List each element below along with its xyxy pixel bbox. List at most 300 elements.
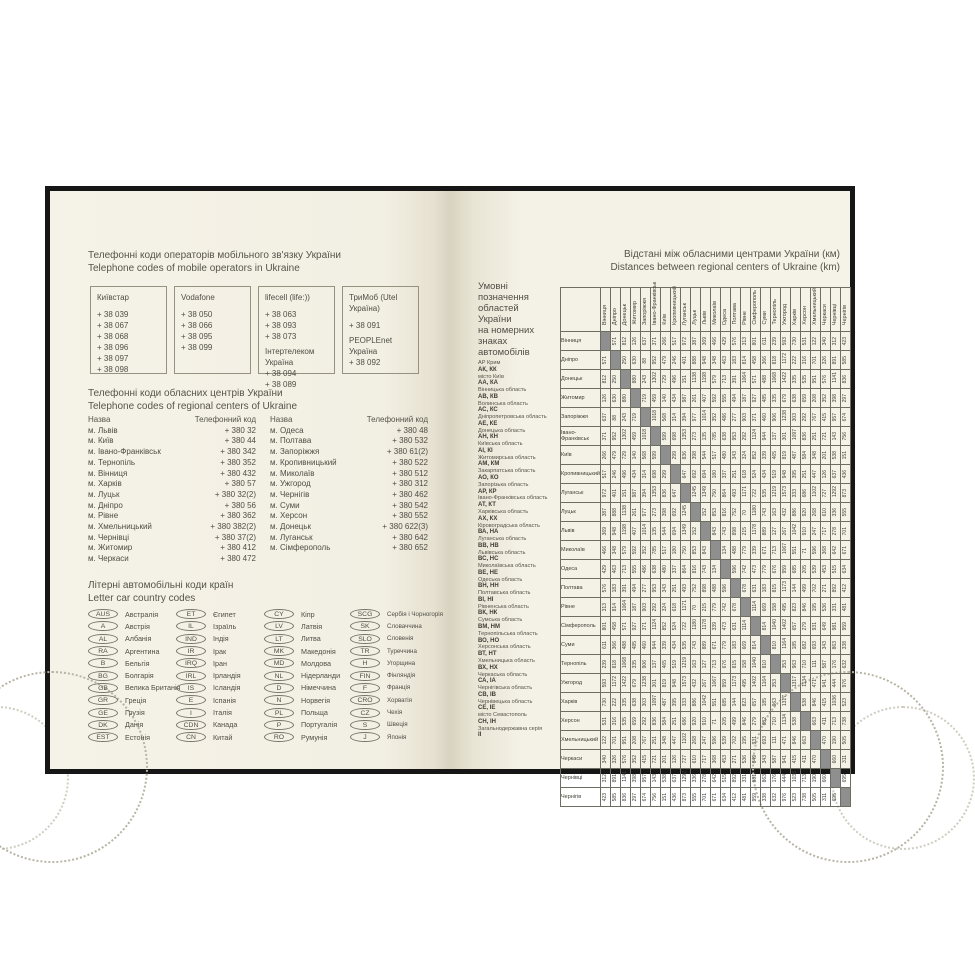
legend-region-name: Вінницька область: [478, 387, 527, 394]
distance-cell: [610, 560, 620, 579]
distance-value: 277: [641, 583, 648, 592]
operator-code: + 38 050: [181, 310, 213, 319]
distance-value: 948: [781, 469, 788, 478]
distance-cell: [830, 427, 840, 446]
car-code-oval: N: [264, 695, 294, 705]
distance-cell: [680, 712, 690, 731]
distance-value: 371: [651, 336, 658, 345]
distance-row-header: Одеса: [561, 560, 601, 579]
distance-row-header: Миколаїв: [561, 541, 601, 560]
distance-value: 941: [821, 678, 828, 687]
distance-value: 1245: [681, 504, 688, 516]
distance-value: 1124: [651, 619, 658, 630]
legend-entry: [478, 726, 570, 740]
distance-cell: [630, 655, 640, 674]
distance-row: [561, 617, 851, 636]
car-code-oval: E: [176, 695, 206, 705]
distance-value: 519: [771, 469, 778, 478]
distance-value: 486: [721, 412, 728, 421]
distance-cell: [790, 750, 800, 769]
distance-value: 314: [671, 412, 678, 421]
distance-value: 853: [691, 545, 698, 554]
car-code-country: Хорватія: [387, 696, 413, 704]
distance-row-header: Луганськ: [561, 484, 601, 503]
distance-value: 1349: [701, 485, 708, 497]
car-code-country: Кіпр: [301, 609, 315, 619]
distance-value: 752: [731, 507, 738, 516]
distance-row: [561, 332, 851, 351]
distance-cell: [710, 446, 720, 465]
distance-value: 674: [641, 792, 648, 801]
distance-cell: [610, 636, 620, 655]
distance-cell: [640, 351, 650, 370]
distance-value: 959: [751, 792, 758, 801]
distance-cell: [640, 788, 650, 807]
regional-city: м. Одеса: [270, 425, 304, 435]
distance-cell: [840, 503, 850, 522]
legend-region-name: Хмельницька область: [478, 658, 535, 665]
regional-row: [88, 543, 256, 554]
distance-cell: [750, 541, 760, 560]
distance-cell: [750, 446, 760, 465]
distance-cell: [720, 389, 730, 408]
distances-title: [490, 248, 840, 274]
distance-cell: [780, 712, 790, 731]
distance-value: 892: [731, 773, 738, 782]
distance-value: 682: [761, 716, 768, 725]
regional-city: м. Житомир: [88, 543, 133, 553]
distance-cell: [690, 560, 700, 579]
distance-column-header: [710, 288, 720, 332]
legend-entry: [478, 374, 570, 388]
distance-cell: [610, 750, 620, 769]
legend-region-name: Херсонська область: [478, 644, 531, 651]
distance-cell: [730, 750, 740, 769]
legend-title-line: на номерних: [478, 325, 535, 336]
distance-value: 271: [821, 583, 828, 592]
distance-value: 488: [731, 545, 738, 554]
distance-column-header: [650, 281, 660, 332]
distance-value: 335: [791, 374, 798, 383]
distance-cell: [820, 788, 830, 807]
distance-value: 371: [641, 621, 648, 630]
distance-cell: [620, 427, 630, 446]
car-code-row: [176, 694, 264, 706]
operator-code: + 38 067: [97, 321, 129, 330]
distance-cell: [650, 655, 660, 674]
distance-cell: [820, 598, 830, 617]
distance-row: [561, 769, 851, 788]
legend-region-code: СА, ІА: [478, 678, 496, 685]
distance-value: 208: [631, 735, 638, 744]
distance-value: 432: [691, 678, 698, 687]
distance-value: 981: [831, 621, 838, 630]
distance-value: 1097: [791, 428, 798, 440]
distance-cell: [800, 750, 810, 769]
distance-cell: [810, 769, 820, 788]
distance-cell: [610, 408, 620, 427]
distance-cell: [670, 484, 680, 503]
distance-cell: [650, 465, 660, 484]
legend-region-name: Закарпатська область: [478, 468, 536, 475]
legend-title-line: знаках: [478, 336, 508, 347]
distance-value: 480: [661, 564, 668, 573]
distance-value: 268: [691, 735, 698, 744]
distance-value: 458: [611, 621, 618, 630]
distance-cell: [740, 674, 750, 693]
distance-value: 126: [631, 336, 638, 345]
distance-value: 411: [801, 755, 808, 763]
distance-value: 135: [701, 431, 708, 440]
car-code-oval: EST: [88, 732, 118, 742]
distance-value: 348: [811, 450, 818, 459]
distance-value: 496: [671, 374, 678, 383]
distance-value: 903: [641, 602, 648, 611]
legend-region-code: АР, КР: [478, 488, 497, 495]
distance-cell: [830, 693, 840, 712]
distance-cell: [760, 503, 770, 522]
distance-cell: [820, 370, 830, 389]
distance-column-header: [600, 288, 610, 332]
legend-region-code: АМ, КМ: [478, 461, 500, 468]
distance-cell: [760, 769, 770, 788]
distance-value: 1164: [761, 676, 768, 687]
distance-column-header: [630, 288, 640, 332]
distance-column-header: [680, 288, 690, 332]
car-code-oval: TR: [350, 646, 380, 656]
distance-value: 836: [681, 450, 688, 459]
distance-value: 815: [771, 583, 778, 592]
distance-diagonal-cell: [830, 769, 840, 788]
car-code-country: Молдова: [301, 658, 332, 668]
distance-value: 927: [631, 621, 638, 630]
distance-value: 531: [601, 716, 608, 725]
distance-value: 571: [611, 336, 618, 345]
distance-cell: [610, 579, 620, 598]
legend-region-code: АХ, КХ: [478, 515, 498, 522]
distance-value: 436: [671, 792, 678, 801]
distance-value: 810: [771, 640, 778, 649]
distance-value: 434: [671, 393, 678, 402]
distance-cell: [710, 389, 720, 408]
distance-cell: [780, 465, 790, 484]
distance-value: 412: [841, 583, 848, 592]
distance-diagonal-cell: [680, 484, 690, 503]
regional-code: + 380 462: [392, 489, 428, 499]
distance-column-header: [760, 288, 770, 332]
distance-value: 742: [721, 602, 728, 611]
distance-cell: [820, 655, 830, 674]
distance-value: 1138: [621, 505, 628, 516]
distance-cell: [780, 484, 790, 503]
car-code-oval: IS: [176, 683, 206, 693]
distance-value: 401: [611, 488, 618, 497]
distance-value: 144: [791, 583, 798, 592]
car-codes-column: [176, 608, 264, 743]
legend-region-code: АО, КО: [478, 474, 499, 481]
distance-value: 88: [611, 415, 618, 421]
distance-value: 843: [711, 526, 718, 535]
distance-cell: [630, 370, 640, 389]
distance-header-row: [561, 288, 851, 332]
distance-cell: [820, 636, 830, 655]
distance-cell: [750, 674, 760, 693]
legend-region-name: місто Київ: [478, 373, 504, 380]
distance-cell: [650, 598, 660, 617]
distance-value: 535: [681, 640, 688, 649]
distance-value: 292: [801, 412, 808, 421]
distance-cell: [600, 750, 610, 769]
distance-cell: [840, 560, 850, 579]
distance-cell: [840, 389, 850, 408]
distance-row: [561, 636, 851, 655]
distance-cell: [680, 579, 690, 598]
distance-cell: [790, 389, 800, 408]
legend-region-code: ВО, НО: [478, 637, 500, 644]
car-code-row: [88, 731, 176, 743]
distance-row: [561, 598, 851, 617]
distance-cell: [650, 731, 660, 750]
distance-value: 479: [611, 450, 618, 459]
distance-cell: [720, 332, 730, 351]
distance-value: 630: [611, 393, 618, 402]
distance-cell: [770, 598, 780, 617]
regional-code: + 380 512: [392, 468, 428, 478]
distance-cell: [670, 769, 680, 788]
distance-value: 836: [621, 792, 628, 801]
distance-value: 1064: [621, 599, 628, 611]
car-code-country: Єгипет: [213, 609, 236, 619]
distance-cell: [630, 579, 640, 598]
distance-cell: [810, 579, 820, 598]
distance-cell: [720, 370, 730, 389]
distance-cell: [780, 750, 790, 769]
distance-cell: [760, 674, 770, 693]
distance-value: 713: [771, 545, 778, 554]
distance-value: 1097: [651, 694, 658, 706]
distance-row: [561, 522, 851, 541]
car-code-oval: CDN: [176, 720, 206, 730]
distance-cell: [810, 465, 820, 484]
distance-diagonal-cell: [720, 560, 730, 579]
distance-value: 576: [601, 583, 608, 592]
regional-city: м. Харків: [88, 479, 122, 489]
distance-cell: [680, 503, 690, 522]
distance-cell: [790, 560, 800, 579]
distance-cell: [620, 503, 630, 522]
distance-value: 637: [641, 336, 648, 345]
distance-value: 495: [781, 602, 788, 611]
distance-diagonal-cell: [700, 522, 710, 541]
distance-cell: [640, 503, 650, 522]
distance-cell: [670, 522, 680, 541]
distance-column-header-label: Ужгород: [781, 303, 788, 325]
distance-cell: [840, 465, 850, 484]
distance-cell: [800, 636, 810, 655]
legend-entry: [478, 685, 570, 699]
distance-cell: [640, 769, 650, 788]
distance-cell: [690, 674, 700, 693]
distance-diagonal-cell: [630, 389, 640, 408]
distance-value: 151: [661, 792, 668, 801]
distance-value: 873: [681, 792, 688, 801]
car-code-row: [264, 682, 350, 694]
distance-cell: [640, 522, 650, 541]
distance-cell: [720, 522, 730, 541]
distance-value: 702: [811, 583, 818, 592]
distance-cell: [790, 769, 800, 788]
distance-cell: [630, 750, 640, 769]
distance-value: 343: [761, 754, 768, 763]
distance-cell: [790, 351, 800, 370]
distance-cell: [820, 408, 830, 427]
distance-value: 201: [821, 450, 828, 459]
distance-value: 277: [731, 412, 738, 421]
legend-entry: [478, 658, 570, 672]
operator-code: + 38 097: [97, 354, 129, 363]
distance-cell: [760, 389, 770, 408]
distance-cell: [820, 769, 830, 788]
distance-cell: [640, 655, 650, 674]
distance-value: 587: [771, 754, 778, 763]
distance-value: 301: [781, 431, 788, 440]
legend-region-name: Одеська область: [478, 576, 523, 583]
distance-cell: [770, 351, 780, 370]
distance-cell: [770, 636, 780, 655]
distance-value: 251: [671, 583, 678, 592]
distance-value: 906: [771, 412, 778, 421]
distance-value: 251: [651, 735, 658, 744]
distance-value: 205: [721, 716, 728, 725]
car-code-row: [264, 608, 350, 620]
distance-cell: [820, 693, 830, 712]
distance-cell: [770, 617, 780, 636]
distance-value: 215: [701, 602, 708, 611]
distance-cell: [660, 655, 670, 674]
distance-cell: [680, 427, 690, 446]
distance-cell: [670, 750, 680, 769]
distance-cell: [670, 731, 680, 750]
distance-value: 1198: [701, 372, 708, 383]
distance-value: 239: [771, 336, 778, 345]
distance-value: 701: [701, 792, 708, 801]
distance-value: 140: [661, 393, 668, 402]
distance-cell: [780, 731, 790, 750]
operator-code: + 38 073: [265, 332, 297, 341]
car-code-row: [88, 620, 176, 632]
legend-region-code: ВМ, НМ: [478, 623, 500, 630]
distance-cell: [830, 655, 840, 674]
distance-diagonal-cell: [730, 579, 740, 598]
car-code-country: Португалія: [301, 720, 338, 730]
distance-cell: [720, 674, 730, 693]
distance-cell: [600, 788, 610, 807]
legend-entry: [478, 495, 570, 509]
distance-cell: [740, 465, 750, 484]
legend-entry: [478, 604, 570, 618]
car-code-row: [176, 669, 264, 681]
distance-cell: [810, 788, 820, 807]
distance-value: 880: [631, 374, 638, 383]
distance-value: 886: [791, 507, 798, 516]
distance-cell: [720, 408, 730, 427]
distance-cell: [800, 484, 810, 503]
distance-value: 951: [811, 374, 818, 383]
car-code-row: [350, 620, 433, 632]
distance-value: 333: [791, 488, 798, 497]
regional-row: [88, 479, 256, 490]
distance-value: 1178: [701, 619, 708, 630]
distance-cell: [630, 560, 640, 579]
legend-region-name: Загальнодержавна серія: [478, 725, 543, 732]
car-code-country: Словенія: [387, 635, 414, 643]
distance-value: 568: [661, 412, 668, 421]
distance-cell: [620, 579, 630, 598]
distance-value: 599: [651, 450, 658, 459]
car-code-oval: FIN: [350, 671, 380, 681]
distance-cell: [600, 769, 610, 788]
distance-cell: [660, 769, 670, 788]
distance-cell: [730, 617, 740, 636]
distance-column-header: [770, 288, 780, 332]
distance-cell: [730, 636, 740, 655]
distance-value: 948: [671, 678, 678, 687]
distance-cell: [830, 351, 840, 370]
distance-value: 163: [771, 507, 778, 516]
distance-value: 671: [711, 792, 718, 801]
distance-value: 638: [651, 564, 658, 573]
distance-row-header: Вінниця: [561, 332, 601, 351]
car-code-oval: PL: [264, 708, 294, 718]
distance-value: 434: [631, 469, 638, 478]
distance-value: 313: [601, 602, 608, 611]
distance-value: 499: [731, 716, 738, 725]
regional-code: + 380 552: [392, 511, 428, 521]
distance-value: 398: [831, 393, 838, 402]
distance-cell: [820, 351, 830, 370]
distance-value: 496: [621, 469, 628, 478]
distance-value: 524: [671, 621, 678, 630]
distance-value: 1238: [781, 409, 788, 421]
distance-value: 779: [761, 564, 768, 573]
distance-cell: [790, 674, 800, 693]
distance-value: 279: [801, 621, 808, 630]
distance-cell: [810, 655, 820, 674]
distance-value: 957: [831, 412, 838, 421]
distance-cell: [690, 370, 700, 389]
distance-cell: [820, 731, 830, 750]
regional-city: м. Львів: [88, 425, 118, 435]
car-code-row: [176, 645, 264, 657]
distance-cell: [820, 446, 830, 465]
regional-header-name: Назва: [270, 415, 293, 424]
distance-value: 535: [761, 488, 768, 497]
car-code-row: [350, 657, 433, 669]
distance-column-header: [670, 288, 680, 332]
regional-header-code: Телефонний код: [194, 415, 256, 424]
distance-value: 176: [771, 773, 778, 782]
distance-cell: [700, 427, 710, 446]
regional-city: м. Київ: [88, 436, 114, 446]
distance-column-header-label: Харків: [791, 308, 798, 325]
distance-cell: [620, 636, 630, 655]
distance-value: 190: [811, 773, 818, 782]
distance-cell: [790, 408, 800, 427]
distance-cell: [620, 408, 630, 427]
distance-value: 767: [641, 735, 648, 744]
regional-row: [88, 522, 256, 533]
distance-value: 126: [601, 393, 608, 402]
